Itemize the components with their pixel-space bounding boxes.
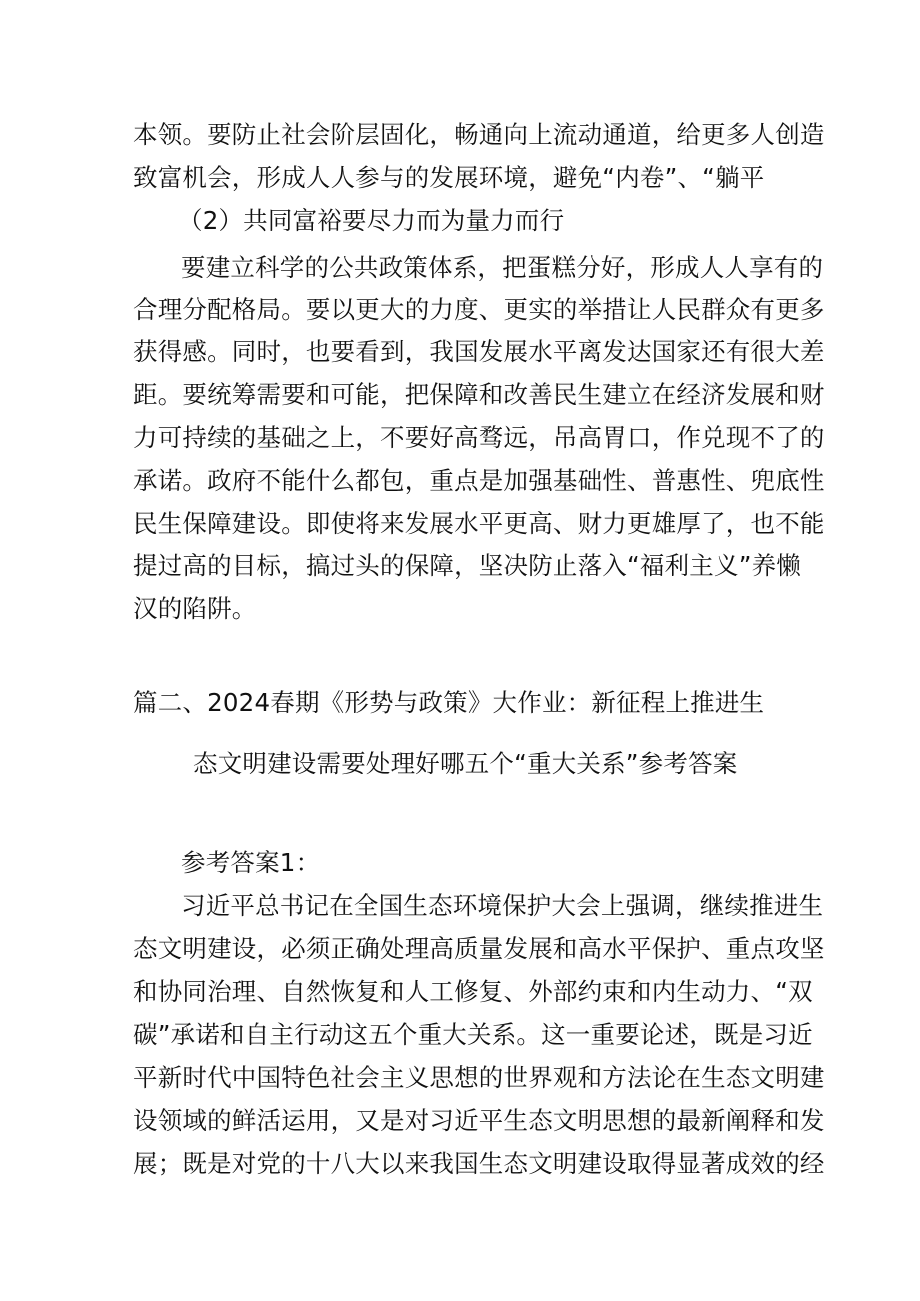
text-line: 承诺。政府不能什么都包，重点是加强基础性、普惠性、兜底性 <box>133 466 825 495</box>
section-title-continued: 态文明建设需要处理好哪五个“重大关系”参考答案 <box>193 749 738 778</box>
text-line: 设领域的鲜活运用，又是对习近平生态文明思想的最新阐释和发 <box>133 1106 825 1135</box>
text-line: 展；既是对党的十八大以来我国生态文明建设取得显著成效的经 <box>133 1149 825 1178</box>
text-line: 习近平总书记在全国生态环境保护大会上强调，继续推进生 <box>181 891 824 920</box>
text-line: 碳”承诺和自主行动这五个重大关系。这一重要论述，既是习近 <box>133 1020 813 1049</box>
text-line: 本领。要防止社会阶层固化，畅通向上流动通道，给更多人创造 <box>133 120 825 149</box>
text-line: 致富机会，形成人人参与的发展环境，避免“内卷”、“躺平 <box>133 163 765 192</box>
answer-label: 参考答案1： <box>181 848 321 877</box>
text-line: 和协同治理、自然恢复和人工修复、外部约束和内生动力、“双 <box>133 977 813 1006</box>
text-line: 距。要统筹需要和可能，把保障和改善民生建立在经济发展和财 <box>133 380 825 409</box>
text-line: 平新时代中国特色社会主义思想的世界观和方法论在生态文明建 <box>133 1063 825 1092</box>
text-line: 民生保障建设。即使将来发展水平更高、财力更雄厚了，也不能 <box>133 509 825 538</box>
text-line: 力可持续的基础之上，不要好高骛远，吊高胃口，作兑现不了的 <box>133 423 825 452</box>
text-line: 获得感。同时，也要看到，我国发展水平离发达国家还有很大差 <box>133 337 825 366</box>
text-line: 合理分配格局。要以更大的力度、更实的举措让人民群众有更多 <box>133 295 825 324</box>
text-line: 提过高的目标，搞过头的保障，坚决防止落入“福利主义”养懒 <box>133 551 801 580</box>
section-subheading: （2）共同富裕要尽力而为量力而行 <box>178 206 565 235</box>
text-line: 汉的陷阱。 <box>133 594 257 623</box>
section-title: 篇二、2024春期《形势与政策》大作业：新征程上推进生 <box>133 688 765 717</box>
text-line: 要建立科学的公共政策体系，把蛋糕分好，形成人人享有的 <box>181 253 824 282</box>
text-line: 态文明建设，必须正确处理高质量发展和高水平保护、重点攻坚 <box>133 934 825 963</box>
